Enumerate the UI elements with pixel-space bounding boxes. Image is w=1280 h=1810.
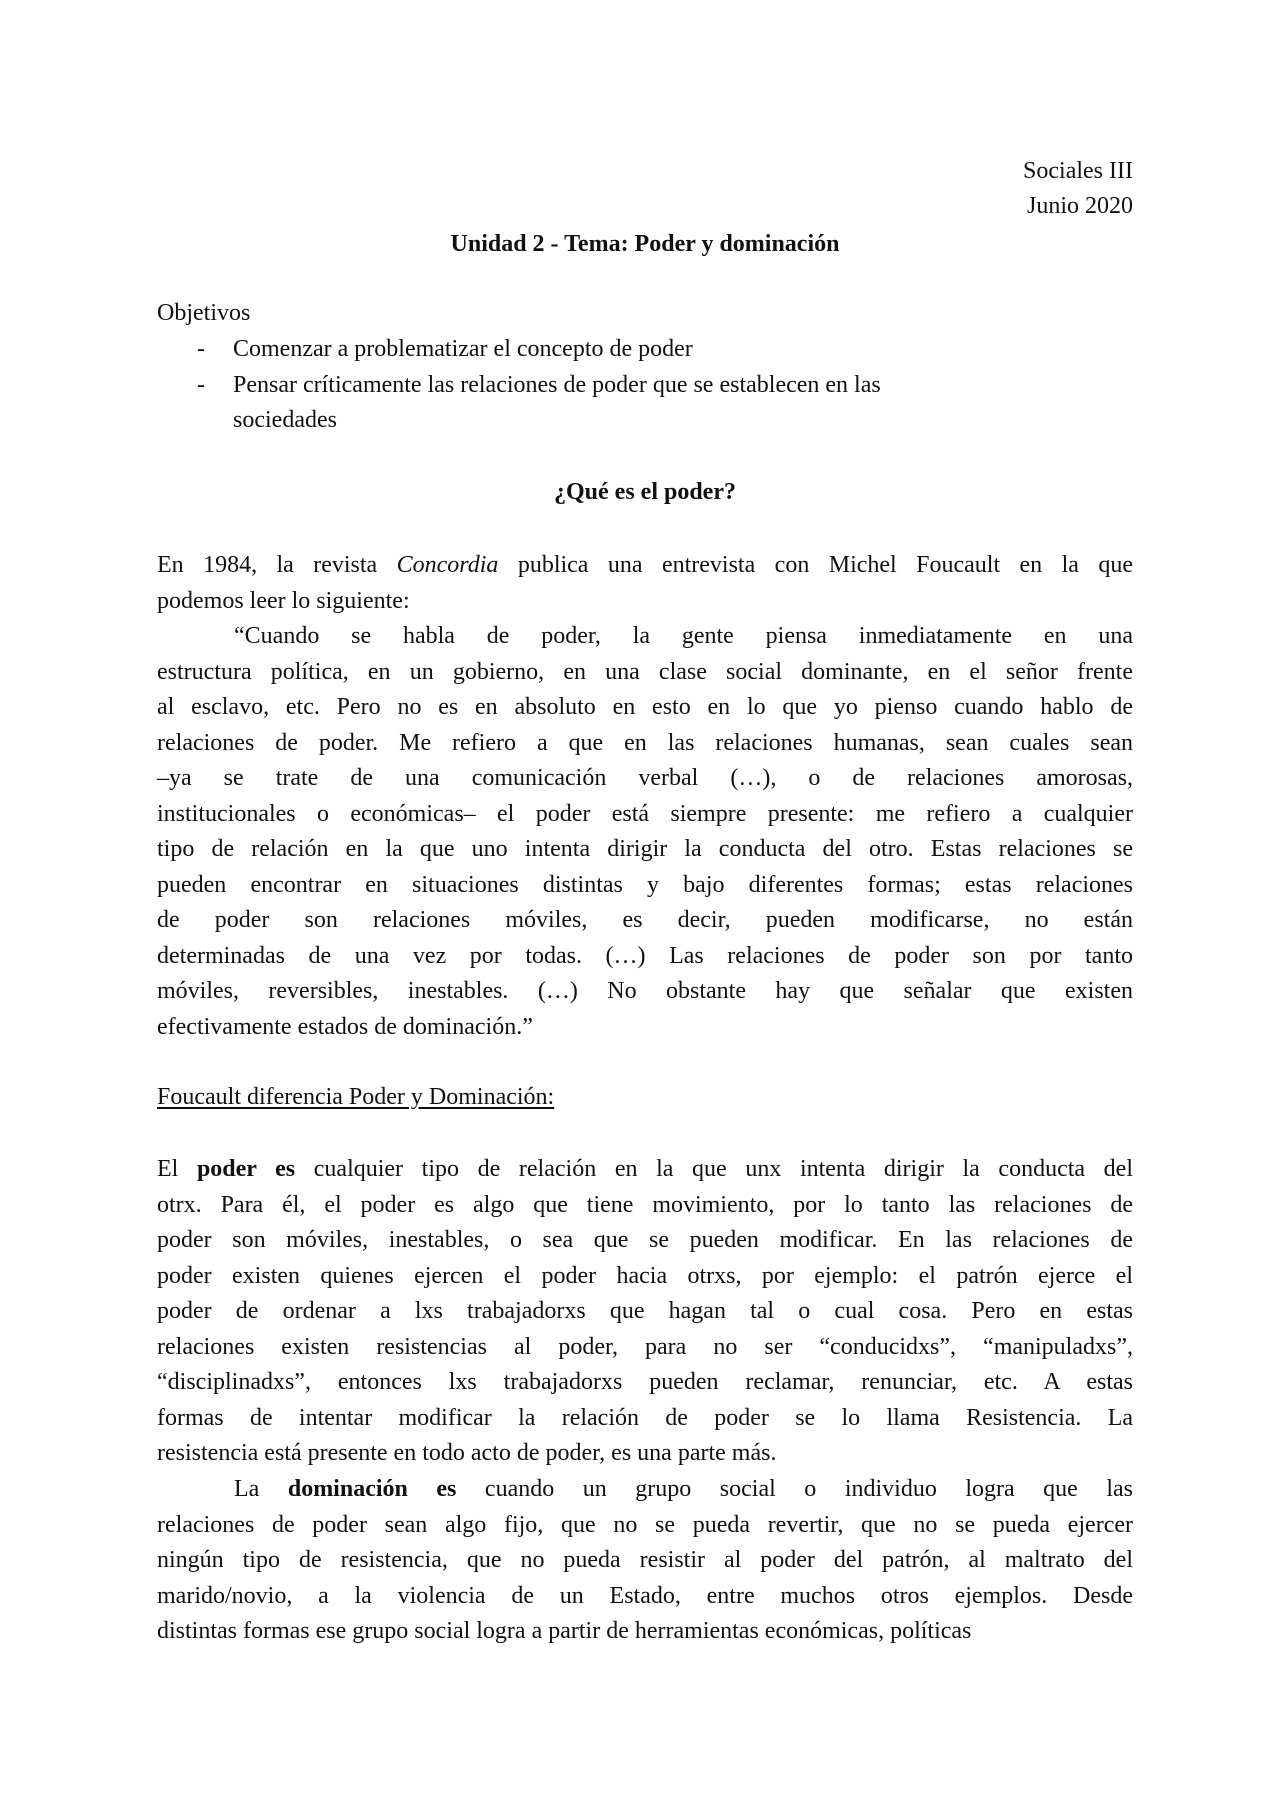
text-segment: de poder son relaciones móviles, es decir, pueden modificarse, no están <box>157 907 1133 933</box>
text-segment: efectivamente estados de dominación.” <box>157 1013 533 1040</box>
text-segment: El <box>157 1156 197 1182</box>
objective-text: Pensar críticamente las relaciones de poder que se establecen en las <box>233 372 881 398</box>
bold-text: dominación es <box>287 1476 457 1502</box>
document-title: Unidad 2 - Tema: Poder y dominación <box>450 231 840 257</box>
text-segment: En 1984, la revista <box>157 552 397 578</box>
header-course: Sociales III <box>1023 158 1133 184</box>
text-segment: al esclavo, etc. Pero no es en absoluto en esto en lo que yo pienso cuando hablo de <box>157 694 1133 720</box>
header-date: Junio 2020 <box>1026 193 1133 219</box>
text-line <box>157 831 1133 867</box>
bold-text: poder es <box>196 1156 296 1182</box>
text-line <box>157 1151 1133 1187</box>
text-line <box>157 902 1133 938</box>
text-segment: La <box>234 1476 288 1502</box>
text-segment: institucionales o económicas– el poder está siempre presente: me refiero a cualquier <box>157 800 1133 827</box>
objective-text: Comenzar a problematizar el concepto de poder <box>233 336 693 362</box>
text-line <box>157 760 1133 796</box>
text-segment: publica una entrevista con Michel Foucault en la que <box>498 552 1133 578</box>
text-line <box>157 547 1133 583</box>
text-line <box>157 1507 1133 1543</box>
text-segment: “Cuando se habla de poder, la gente piensa inmediatamente en una <box>234 623 1133 649</box>
text-line <box>157 1329 1133 1365</box>
text-segment: “disciplinadxs”, entonces lxs trabajadorxs pueden reclamar, renunciar, etc. A estas <box>157 1369 1133 1395</box>
text-segment: relaciones de poder. Me refiero a que en las relaciones humanas, sean cuales sean <box>157 729 1133 756</box>
italic-text: Concordia <box>396 552 499 578</box>
text-segment: poder de ordenar a lxs trabajadorxs que hagan tal o cual cosa. Pero en estas <box>157 1298 1133 1324</box>
text-segment: cualquier tipo de relación en la que unx intenta dirigir la conducta del <box>295 1156 1133 1182</box>
text-segment: pueden encontrar en situaciones distintas y bajo diferentes formas; estas relaciones <box>157 871 1133 898</box>
text-line <box>157 1364 1133 1400</box>
text-segment: –ya se trate de una comunicación verbal (…), o de relaciones amorosas, <box>157 765 1133 791</box>
bullet-dash: - <box>197 372 205 398</box>
text-line <box>157 796 1133 832</box>
bullet-dash: - <box>197 336 205 362</box>
text-segment: cuando un grupo social o individuo logra que las <box>456 1476 1134 1502</box>
text-segment: marido/novio, a la violencia de un Estado, entre muchos otros ejemplos. Desde <box>157 1582 1133 1609</box>
objective-text: sociedades <box>233 407 337 433</box>
text-line <box>157 1578 1133 1614</box>
text-line <box>157 654 1133 690</box>
text-segment: distintas formas ese grupo social logra a partir de herramientas económicas, políticas <box>157 1618 972 1644</box>
text-line <box>157 973 1133 1009</box>
text-line <box>157 725 1133 761</box>
text-line <box>157 1009 1133 1045</box>
text-line <box>157 1222 1133 1258</box>
text-segment: poder existen quienes ejercen el poder hacia otrxs, por ejemplo: el patrón ejerce el <box>157 1262 1133 1289</box>
subheading-text: Foucault diferencia Poder y Dominación: <box>157 1084 555 1110</box>
objectives-heading: Objetivos <box>157 300 251 326</box>
text-line <box>234 1471 1133 1507</box>
text-segment: relaciones existen resistencias al poder, para no ser “conducidxs”, “manipuladxs”, <box>157 1333 1133 1360</box>
text-segment: ningún tipo de resistencia, que no pueda resistir al poder del patrón, al maltrato del <box>157 1547 1133 1573</box>
text-segment: móviles, reversibles, inestables. (…) No obstante hay que señalar que existen <box>157 978 1133 1004</box>
text-segment: poder son móviles, inestables, o sea que se pueden modificar. En las relaciones de <box>157 1227 1133 1253</box>
text-segment: otrx. Para él, el poder es algo que tiene movimiento, por lo tanto las relaciones de <box>157 1191 1133 1218</box>
text-segment: relaciones de poder sean algo fijo, que no se pueda revertir, que no se pueda ejercer <box>157 1511 1133 1538</box>
text-line <box>157 1187 1133 1223</box>
subheading <box>157 1079 554 1115</box>
text-line <box>157 867 1133 903</box>
text-line <box>157 1435 1133 1471</box>
text-segment: estructura política, en un gobierno, en una clase social dominante, en el señor frente <box>157 658 1133 685</box>
text-line <box>157 689 1133 725</box>
text-segment: formas de intentar modificar la relación de poder se lo llama Resistencia. La <box>157 1404 1133 1431</box>
text-line <box>157 1542 1133 1578</box>
text-line <box>234 618 1133 654</box>
text-line <box>157 1258 1133 1294</box>
text-segment: determinadas de una vez por todas. (…) Las relaciones de poder son por tanto <box>157 942 1133 969</box>
text-line <box>157 938 1133 974</box>
text-line <box>157 1293 1133 1329</box>
text-segment: podemos leer lo siguiente: <box>157 587 410 614</box>
section-title: ¿Qué es el poder? <box>554 479 736 505</box>
text-line <box>157 583 1133 619</box>
text-line <box>157 1400 1133 1436</box>
text-line <box>157 1613 1133 1649</box>
text-segment: resistencia está presente en todo acto de poder, es una parte más. <box>157 1440 777 1466</box>
text-segment: tipo de relación en la que uno intenta dirigir la conducta del otro. Estas relaciones se <box>157 836 1133 862</box>
